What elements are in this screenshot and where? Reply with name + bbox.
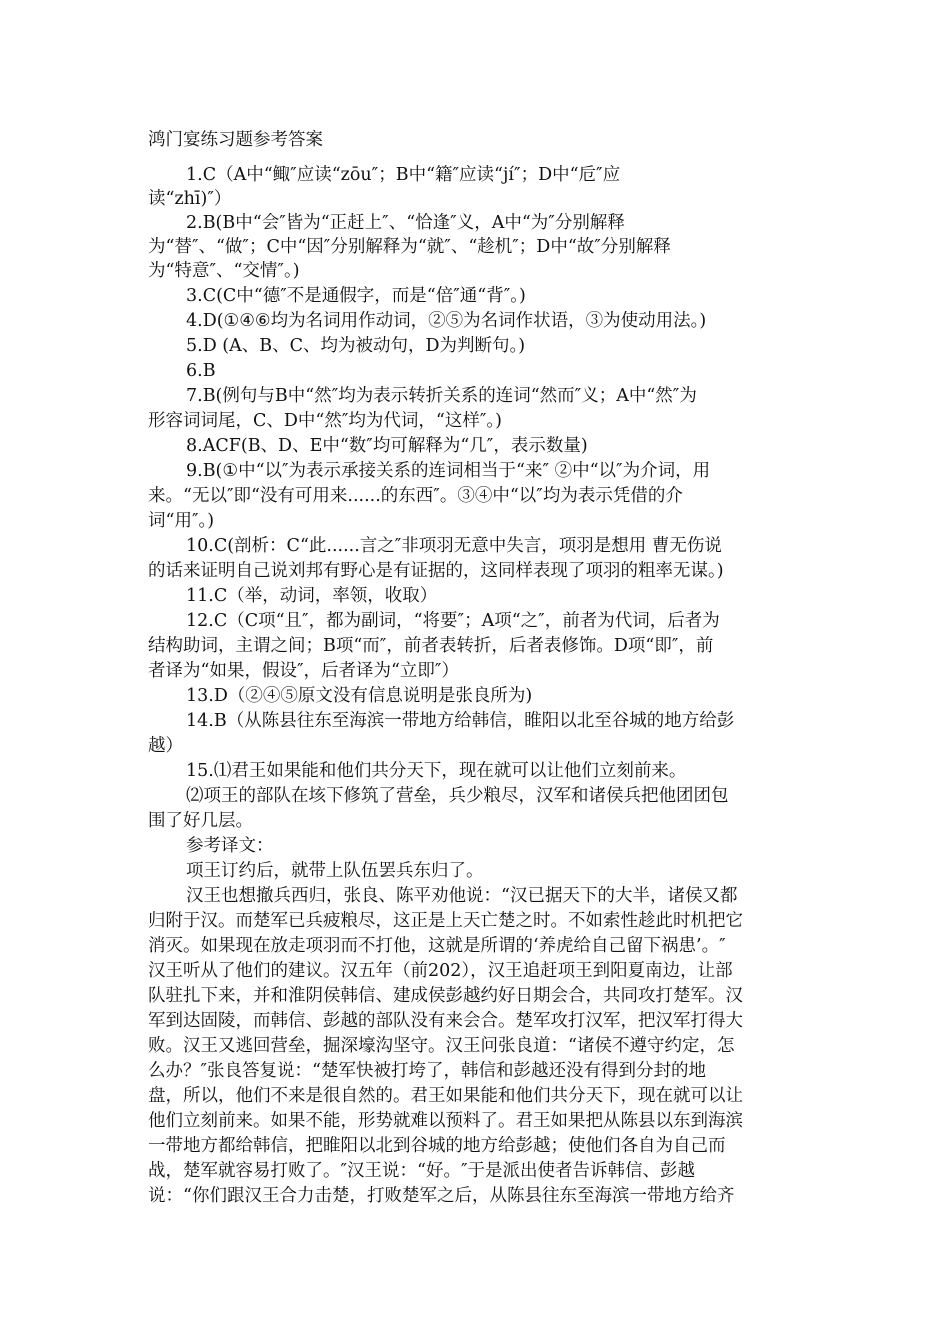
text-line: 败。汉王又逃回营垒，掘深壕沟坚守。汉王问张良道：“诸侯不遵守约定，怎: [148, 1036, 735, 1056]
text-line: 消灭。如果现在放走项羽而不打他，这就是所谓的‘养虎给自己留下祸患’。″: [148, 936, 726, 956]
text-line: 为“特意″、“交情″。): [148, 261, 300, 281]
text-line: 汉王也想撤兵西归，张良、陈平劝他说：“汉已据天下的大半，诸侯又都: [186, 886, 738, 906]
text-line: ⑵项王的部队在垓下修筑了营垒，兵少粮尽，汉军和诸侯兵把他团团包: [186, 786, 729, 806]
text-line: 形容词词尾，C、D中“然″均为代词，“这样″。): [148, 411, 502, 431]
text-line: 项王订约后，就带上队伍罢兵东归了。: [186, 861, 484, 881]
text-line: 汉王听从了他们的建议。汉五年（前202），汉王追赶项王到阳夏南边，让部: [148, 961, 733, 981]
text-line: 队驻扎下来，并和淮阴侯韩信、建成侯彭越约好日期会合，共同攻打楚军。汉: [148, 986, 743, 1006]
text-line: 7.B(例句与B中“然″均为表示转折关系的连词“然而″义；A中“然″为: [186, 386, 697, 406]
text-line: 2.B(B中“会″皆为“正赶上″、“恰逢″义，A中“为″分别解释: [186, 213, 625, 233]
text-line: 10.C(剖析：C“此......言之″非项羽无意中失言，项羽是想用 曹无伤说: [186, 536, 722, 556]
text-line: 么办？″张良答复说：“楚军快被打垮了，韩信和彭越还没有得到分封的地: [148, 1061, 706, 1081]
text-line: 归附于汉。而楚军已兵疲粮尽，这正是上天亡楚之时。不如索性趁此时机把它: [148, 911, 743, 931]
text-line: 结构助词，主谓之间；B项“而″，前者表转折，后者表修饰。D项“即″，前: [148, 636, 714, 656]
text-line: 11.C（举，动词，率领，收取）: [186, 586, 438, 606]
text-line: 15.⑴君王如果能和他们共分天下，现在就可以让他们立刻前来。: [186, 761, 687, 781]
text-line: 词“用″。): [148, 511, 215, 531]
document-title: 鸿门宴练习题参考答案: [148, 130, 323, 150]
text-line: 6.B: [186, 361, 216, 381]
text-line: 一带地方都给韩信，把睢阳以北到谷城的地方给彭越；使他们各自为自己而: [148, 1136, 726, 1156]
text-line: 军到达固陵，而韩信、彭越的部队没有来会合。楚军攻打汉军，把汉军打得大: [148, 1011, 743, 1031]
text-line: 者译为“如果，假设″，后者译为“立即″）: [148, 661, 459, 681]
text-line: 他们立刻前来。如果不能，形势就难以预料了。君王如果把从陈县以东到海滨: [148, 1111, 743, 1131]
text-line: 9.B(①中“以″为表示承接关系的连词相当于“来″ ②中“以″为介词，用: [186, 461, 711, 481]
text-line: 战，楚军就容易打败了。″汉王说：“好。″于是派出使者告诉韩信、彭越: [148, 1161, 696, 1181]
text-line: 4.D(①④⑥均为名词用作动词，②⑤为名词作状语，③为使动用法。): [186, 311, 707, 331]
text-line: 1.C（A中“鲰″应读“zōu″；B中“籍″应读“jí″；D中“卮″应: [186, 165, 621, 185]
text-line: 8.ACF(B、D、E中“数″均可解释为“几″，表示数量): [186, 436, 588, 456]
text-line: 盘，所以，他们不来是很自然的。君王如果能和他们共分天下，现在就可以让: [148, 1086, 743, 1106]
text-line: 12.C（C项“且″，都为副词，“将要″；A项“之″，前者为代词，后者为: [186, 611, 720, 631]
text-line: 为“替″、“做″；C中“因″分别解释为“就″、“趁机″；D中“故″分别解释: [148, 237, 671, 257]
text-line: 说：“你们跟汉王合力击楚，打败楚军之后，从陈县往东至海滨一带地方给齐: [148, 1186, 735, 1206]
text-line: 3.C(C中“德″不是通假字，而是“倍″通“背″。): [186, 286, 526, 306]
text-line: 的话来证明自己说刘邦有野心是有证据的，这同样表现了项羽的粗率无谋。): [148, 561, 724, 581]
text-line: 参考译文：: [186, 836, 274, 856]
text-line: 围了好几层。: [148, 811, 253, 831]
text-line: 读“zhī)″）: [148, 189, 232, 209]
text-line: 5.D (A、B、C、均为被动句，D为判断句。): [186, 336, 526, 356]
text-line: 越）: [148, 736, 183, 756]
text-line: 14.B（从陈县往东至海滨一带地方给韩信，睢阳以北至谷城的地方给彭: [186, 711, 735, 731]
text-line: 来。“无以″即“没有可用来......的东西″。③④中“以″均为表示凭借的介: [148, 486, 683, 506]
text-line: 13.D（②④⑤原文没有信息说明是张良所为): [186, 686, 533, 706]
